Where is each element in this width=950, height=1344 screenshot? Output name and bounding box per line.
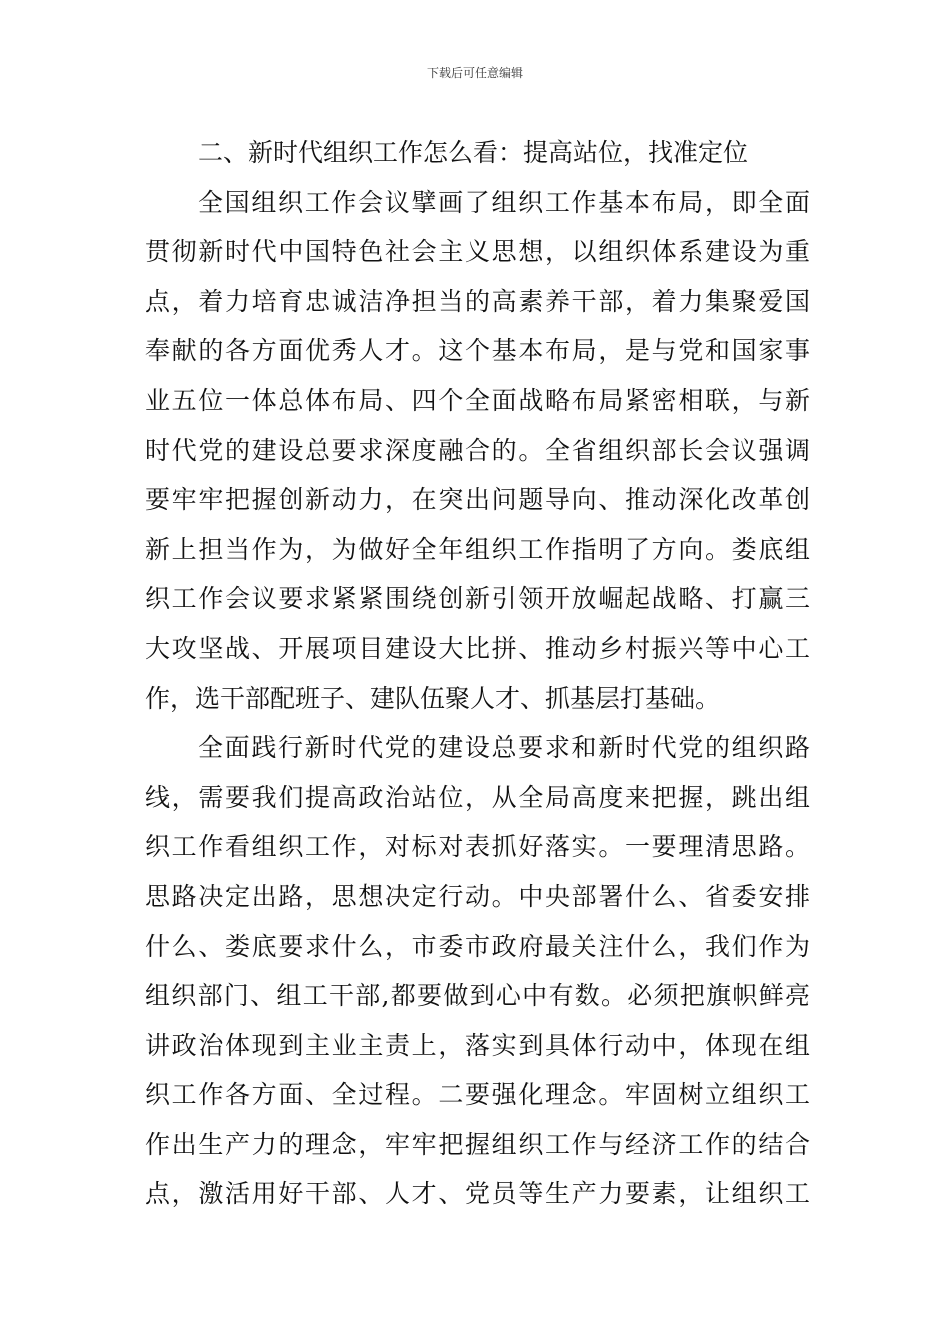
paragraph-line: 织工作看组织工作，对标对表抓好落实。一要理清思路。 [145, 832, 810, 862]
paragraph-line: 点，着力培育忠诚洁净担当的高素养干部，着力集聚爱国 [145, 286, 810, 316]
paragraph-line: 业五位一体总体布局、四个全面战略布局紧密相联，与新 [145, 385, 810, 415]
paragraph-line: 作出生产力的理念，牢牢把握组织工作与经济工作的结合 [145, 1129, 810, 1159]
paragraph-line: 贯彻新时代中国特色社会主义思想，以组织体系建设为重 [145, 237, 810, 267]
paragraph-line: 点，激活用好干部、人才、党员等生产力要素，让组织工 [145, 1179, 810, 1209]
paragraph-1 [145, 178, 810, 724]
paragraph-line: 要牢牢把握创新动力，在突出问题导向、推动深化改革创 [145, 485, 810, 515]
paragraph-line: 思路决定出路，思想决定行动。中央部署什么、省委安排 [145, 881, 810, 911]
paragraph-line: 时代党的建设总要求深度融合的。全省组织部长会议强调 [145, 435, 810, 465]
paragraph-line: 大攻坚战、开展项目建设大比拼、推动乡村振兴等中心工 [145, 633, 810, 663]
paragraph-line: 讲政治体现到主业主责上，落实到具体行动中，体现在组 [145, 1030, 810, 1060]
paragraph-line: 奉献的各方面优秀人才。这个基本布局，是与党和国家事 [145, 336, 810, 366]
paragraph-line: 全面践行新时代党的建设总要求和新时代党的组织路 [198, 733, 810, 763]
header-note: 下载后可任意编辑 [426, 66, 523, 80]
paragraph-line: 织工作会议要求紧紧围绕创新引领开放崛起战略、打赢三 [145, 584, 810, 614]
paragraph-line: 新上担当作为，为做好全年组织工作指明了方向。娄底组 [145, 534, 810, 564]
paragraph-line: 织工作各方面、全过程。二要强化理念。牢固树立组织工 [145, 1080, 810, 1110]
document-body [145, 128, 810, 1219]
paragraph-2 [145, 723, 810, 1219]
paragraph-line: 作，选干部配班子、建队伍聚人才、抓基层打基础。 [145, 683, 721, 713]
paragraph-line: 全国组织工作会议擘画了组织工作基本布局，即全面 [198, 187, 810, 217]
section-heading: 二、新时代组织工作怎么看：提高站位，找准定位 [198, 138, 749, 167]
paragraph-line: 线，需要我们提高政治站位，从全局高度来把握，跳出组 [145, 782, 810, 812]
paragraph-line: 什么、娄底要求什么，市委市政府最关注什么，我们作为 [145, 931, 810, 961]
paragraph-line: 组织部门、组工干部,都要做到心中有数。必须把旗帜鲜亮 [145, 981, 810, 1011]
